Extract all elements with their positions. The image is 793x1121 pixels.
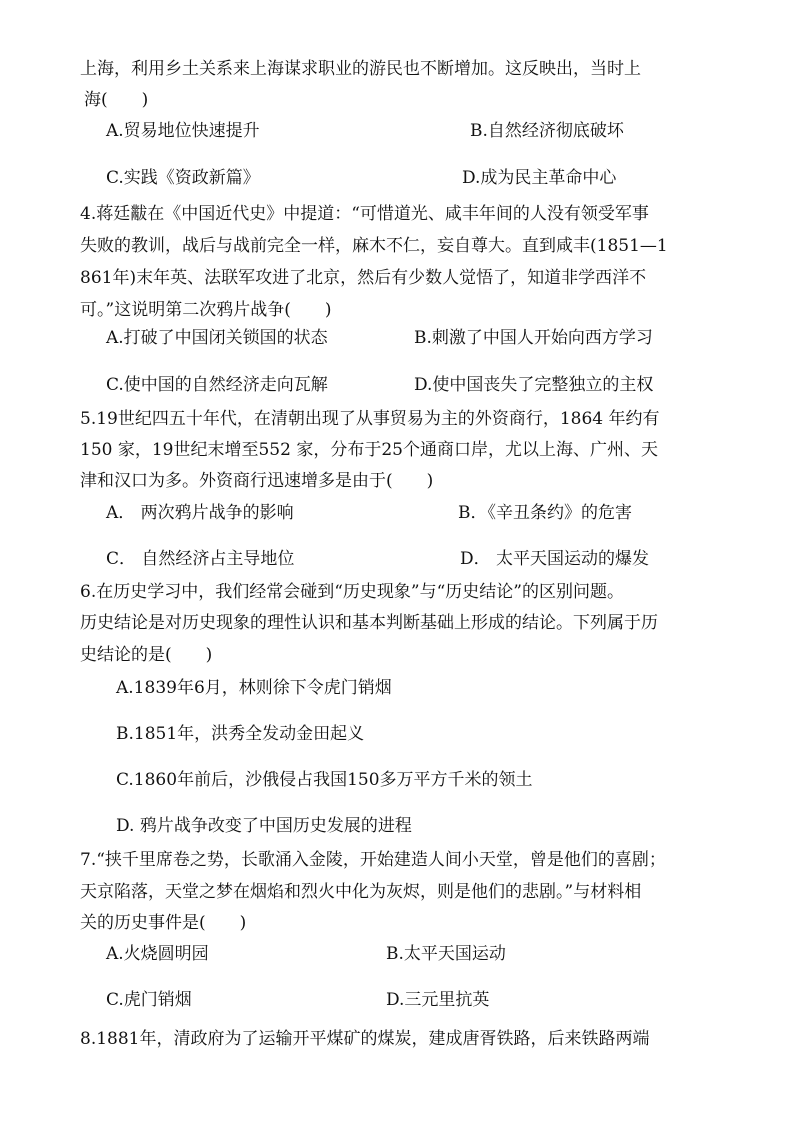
q5-stem-line-3: 津和汉口为多。外资商行迅速增多是由于( ) bbox=[80, 471, 434, 491]
q5-option-b: B．《辛丑条约》的危害 bbox=[458, 503, 632, 523]
q3-option-a: A.贸易地位快速提升 bbox=[106, 121, 260, 141]
q8-stem-line-1: 8.1881年，清政府为了运输开平煤矿的煤炭，建成唐胥铁路，后来铁路两端 bbox=[80, 1029, 650, 1049]
q7-stem-line-3: 关的历史事件是( ) bbox=[80, 913, 247, 933]
q5-stem-line-2: 150 家，19世纪末增至552 家，分布于25个通商口岸，尤以上海、广州、天 bbox=[80, 440, 658, 460]
q7-stem-line-1: 7.“挟千里席卷之势，长歌涌入金陵，开始建造人间小天堂，曾是他们的喜剧； bbox=[80, 850, 666, 870]
q6-option-c: C.1860年前后，沙俄侵占我国150多万平方千米的领土 bbox=[116, 770, 533, 790]
q5-stem-line-1: 5.19世纪四五十年代，在清朝出现了从事贸易为主的外资商行，1864 年约有 bbox=[80, 409, 660, 429]
q4-stem-line-3: 861年)末年英、法联军攻进了北京，然后有少数人觉悟了，知道非学西洋不 bbox=[80, 268, 647, 288]
q3-option-c: C.实践《资政新篇》 bbox=[106, 168, 260, 188]
q3-option-b: B.自然经济彻底破坏 bbox=[470, 121, 624, 141]
q4-stem-line-2: 失败的教训，战后与战前完全一样，麻木不仁，妄自尊大。直到咸丰(1851—1 bbox=[80, 236, 668, 256]
q6-stem-line-2: 历史结论是对历史现象的理性认识和基本判断基础上形成的结论。下列属于历 bbox=[80, 613, 658, 633]
q5-option-d: D． 太平天国运动的爆发 bbox=[460, 549, 650, 569]
q3-option-d: D.成为民主革命中心 bbox=[462, 168, 617, 188]
q7-option-d: D.三元里抗英 bbox=[386, 990, 490, 1010]
q7-option-c: C.虎门销烟 bbox=[106, 990, 192, 1010]
q4-option-d: D.使中国丧失了完整独立的主权 bbox=[414, 375, 654, 395]
q5-option-a: A． 两次鸦片战争的影响 bbox=[106, 503, 294, 523]
q6-stem-line-1: 6.在历史学习中，我们经常会碰到“历史现象”与“历史结论”的区别问题。 bbox=[80, 582, 624, 602]
q6-stem-line-3: 史结论的是( ) bbox=[80, 645, 213, 665]
q7-stem-line-2: 天京陷落，天堂之梦在烟焰和烈火中化为灰烬，则是他们的悲剧。”与材料相 bbox=[80, 882, 642, 902]
q6-option-a: A.1839年6月，林则徐下令虎门销烟 bbox=[116, 678, 392, 698]
q3-stem-line-1: 上海，利用乡土关系来上海谋求职业的游民也不断增加。这反映出，当时上 bbox=[80, 59, 641, 79]
q4-option-c: C.使中国的自然经济走向瓦解 bbox=[106, 375, 328, 395]
q6-option-b: B.1851年，洪秀全发动金田起义 bbox=[116, 724, 365, 744]
q5-option-c: C． 自然经济占主导地位 bbox=[106, 549, 295, 569]
q4-option-a: A.打破了中国闭关锁国的状态 bbox=[106, 328, 328, 348]
q6-option-d: D. 鸦片战争改变了中国历史发展的进程 bbox=[116, 816, 412, 836]
q7-option-a: A.火烧圆明园 bbox=[106, 944, 209, 964]
q3-stem-line-2: 海( ) bbox=[84, 90, 149, 110]
q4-option-b: B.刺激了中国人开始向西方学习 bbox=[414, 328, 653, 348]
q4-stem-line-1: 4.蒋廷黻在《中国近代史》中提道：“可惜道光、咸丰年间的人没有领受军事 bbox=[80, 204, 649, 224]
q4-stem-line-4: 可。”这说明第二次鸦片战争( ) bbox=[80, 300, 332, 320]
q7-option-b: B.太平天国运动 bbox=[386, 944, 506, 964]
